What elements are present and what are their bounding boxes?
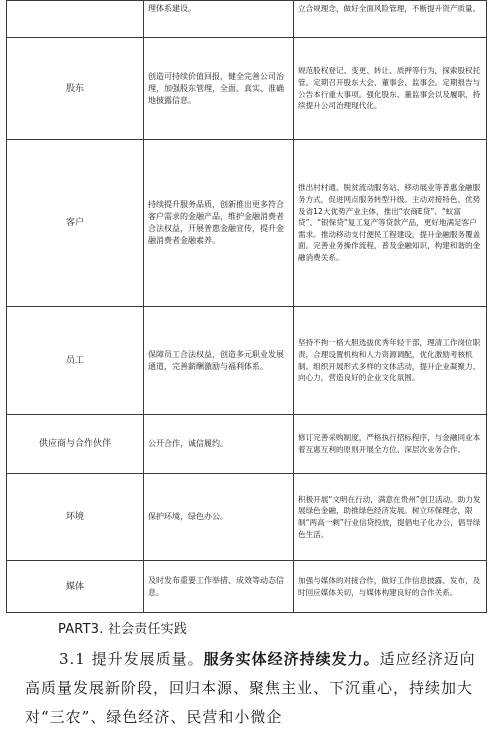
section-heading: PART3. 社会责任实践 xyxy=(58,622,188,637)
stakeholder-table xyxy=(6,0,487,613)
stakeholder-cell: 环境 xyxy=(7,474,144,561)
goal-cell: 创造可持续价值回报，健全完善公司治理，加强股东管理，全面、真实、准确地披露信息。 xyxy=(144,38,294,140)
table-row xyxy=(7,1,487,38)
stakeholder-cell xyxy=(7,1,144,38)
action-cell: 推出村村通、脱贫流动服务站、移动展业等普惠金融服务方式，促进网点服务转型升级。主动对接特色、优势及省12大优势产业主体，推出“农商E贷”、“蚁富贷”、“银保贷”复工复产等贷款产品，更好地满足客户需求。推动移动支付便民工程建设，提升金融服务覆盖面。完善业务操作流程，普及金融知识，构建和谐的金融消费关系。 xyxy=(294,140,487,307)
paragraph-body: 适应经济迈向高质量发展新阶段，回归本源、聚焦主业、下沉重心，持续加大对“三农”、绿色经济、民营和小微企 xyxy=(25,650,476,726)
action-cell: 坚持不拘一格大胆选拔优秀年轻干部，理清工作岗位职责，合理设置机构和人力资源调配，优化激励考核机制。组织开展形式多样的文体活动，提升企业凝聚力、向心力，营造良好的企业文化氛围。 xyxy=(294,307,487,415)
action-cell: 规范股权登记、变更、转让、质押等行为，探索股权托管。定期召开股东大会、董事会、监事会。定期报告与公告本行重大事项。强化股东、董监事会以及履职，持续提升公司治理现代化。 xyxy=(294,38,487,140)
goal-cell: 保护环境，绿色办公。 xyxy=(144,474,294,561)
stakeholder-cell: 员工 xyxy=(7,307,144,415)
goal-cell: 理体系建设。 xyxy=(144,1,294,38)
stakeholder-cell: 供应商与合作伙伴 xyxy=(7,415,144,474)
action-cell: 加强与媒体的对接合作，做好工作信息披露、发布，及时回应媒体关切，与媒体构建良好的合作关系。 xyxy=(294,561,487,613)
paragraph-emphasis: 服务实体经济持续发力。 xyxy=(203,650,380,668)
table-row xyxy=(7,415,487,474)
table-row xyxy=(7,474,487,561)
stakeholder-cell: 客户 xyxy=(7,140,144,307)
goal-cell: 及时发布重要工作举措、成效等动态信息。 xyxy=(144,561,294,613)
action-cell: 修订完善采购制度，严格执行招标程序，与金融同业本着互惠互利的原则开展全方位、深层次业务合作。 xyxy=(294,415,487,474)
table-row xyxy=(7,38,487,140)
paragraph-lead: 提升发展质量。 xyxy=(91,650,204,668)
goal-cell: 持续提升服务品质，创新推出更多符合客户需求的金融产品，维护金融消费者合法权益，开展普惠金融宣传，提升金融消费者金融素养。 xyxy=(144,140,294,307)
goal-cell: 保障员工合法权益，创造多元职业发展通道，完善薪酬激励与福利体系。 xyxy=(144,307,294,415)
paragraph-number: 3.1 xyxy=(59,650,86,668)
table-row xyxy=(7,561,487,613)
stakeholder-cell: 股东 xyxy=(7,38,144,140)
table-row xyxy=(7,307,487,415)
action-cell: 积极开展“文明在行动，满意在贵州”创卫活动。助力发展绿色金融，助推绿色经济发展。树立环保理念，限制“两高一剩”行业信贷投放，提倡电子化办公，倡导绿色生活。 xyxy=(294,474,487,561)
goal-cell: 公开合作，诚信履约。 xyxy=(144,415,294,474)
action-cell: 立合规理念，做好全面风险管理，不断提升资产质量。 xyxy=(294,1,487,38)
table-row xyxy=(7,140,487,307)
body-paragraph xyxy=(25,645,480,732)
stakeholder-cell: 媒体 xyxy=(7,561,144,613)
